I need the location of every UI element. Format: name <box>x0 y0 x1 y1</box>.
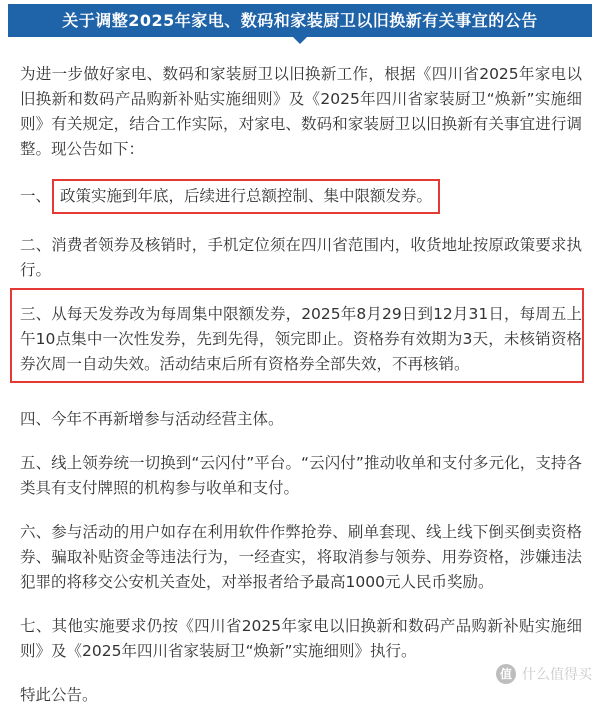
watermark-text: 什么值得买 <box>522 667 592 683</box>
item-six: 六、参与活动的用户如存在利用软件作弊抢券、刷单套现、线上线下倒买倒卖资格券、骗取补贴资金等违法行为，一经查实，将取消参与领券、用券资格，涉嫌违法犯罪的将移交公安机关查处，对举报者给予最高1000元人民币奖励。 <box>20 523 582 591</box>
item-one-prefix: 一、 <box>20 187 52 205</box>
item-one-highlight: 政策实施到年底，后续进行总额控制、集中限额发券。 <box>52 179 440 214</box>
item-seven: 七、其他实施要求仍按《四川省2025年家电以旧换新和数码产品购新补贴实施细则》及《2025年四川省家装厨卫“焕新”实施细则》执行。 <box>20 617 582 660</box>
closing-line: 特此公告。 <box>20 686 98 704</box>
announcement-body <box>20 62 582 727</box>
item-two: 二、消费者领券及核销时，手机定位须在四川省范围内，收货地址按原政策要求执行。 <box>20 236 582 279</box>
announcement-title: 关于调整2025年家电、数码和家装厨卫以旧换新有关事宜的公告 <box>62 11 538 30</box>
watermark-logo-icon: 值 <box>496 664 516 684</box>
item-one <box>20 179 582 214</box>
item-four: 四、今年不再新增参与活动经营主体。 <box>20 410 284 428</box>
intro-paragraph: 为进一步做好家电、数码和家装厨卫以旧换新工作，根据《四川省2025年家电以旧换新和数码产品购新补贴实施细则》及《2025年四川省家装厨卫“焕新”实施细则》有关规定，结合工作实际，对家电、数码和家装厨卫以旧换新有关事宜进行调整。现公告如下： <box>20 65 582 158</box>
announcement-header <box>8 4 592 37</box>
item-three: 三、从每天发券改为每周集中限额发券，2025年8月29日到12月31日，每周五上午10点集中一次性发券，先到先得，领完即止。资格券有效期为3天，未核销资格券次周一自动失效。活动结束后所有资格券全部失效，不再核销。 <box>20 305 582 373</box>
watermark <box>496 664 592 684</box>
header-notch <box>292 36 308 44</box>
item-five: 五、线上领券统一切换到“云闪付”平台。“云闪付”推动收单和支付多元化，支持各类具有支付牌照的机构参与收单和支付。 <box>20 454 582 497</box>
